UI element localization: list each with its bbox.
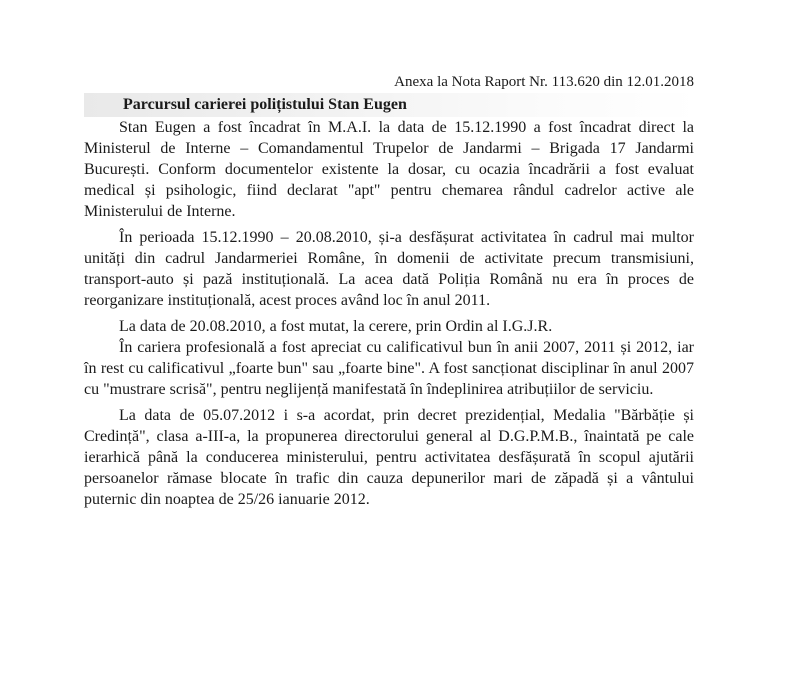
document-reference: Anexa la Nota Raport Nr. 113.620 din 12.01.2018 bbox=[394, 74, 694, 90]
paragraph-evaluations: În cariera profesională a fost apreciat cu calificativul bun în anii 2007, 2011 și 2012, iar în rest cu calificativul „foarte bun" sau „foarte bine". A fost sancționat disciplinar în anul 2007 cu "mustrare scrisă", pentru neglijență manifestată în îndeplinirea atribuțiilor de serviciu. bbox=[84, 339, 694, 398]
document-title: Parcursul carierei polițistului Stan Eugen bbox=[123, 96, 407, 113]
paragraph-transfer: La data de 20.08.2010, a fost mutat, la cerere, prin Ordin al I.G.J.R. bbox=[119, 318, 553, 335]
paragraph-employment: Stan Eugen a fost încadrat în M.A.I. la data de 15.12.1990 a fost încadrat direct la Ministerul de Interne – Comandamentul Trupelor de Jandarmi – Brigada 17 Jandarmi București. Conform documentelor existente la dosar, cu ocazia încadrării a fost evaluat medical și psihologic, fiind declarat "apt" pentru chemarea rândul cadrelor active ale Ministerului de Interne. bbox=[84, 119, 694, 220]
document-body bbox=[84, 117, 694, 515]
paragraph-medal: La data de 05.07.2012 i s-a acordat, prin decret prezidențial, Medalia "Bărbăție și Credință", clasa a-III-a, la propunerea directorului general al D.G.P.M.B., înaintată pe cale ierarhică până la conducerea ministerului, pentru activitatea desfășurată în scopul ajutării persoanelor rămase blocate în trafic din cauza depunerilor mari de zăpadă și a vântului puternic din noaptea de 25/26 ianuarie 2012. bbox=[84, 407, 694, 508]
paragraph-activity-period: În perioada 15.12.1990 – 20.08.2010, și-a desfășurat activitatea în cadrul mai multor unități din cadrul Jandarmeriei Române, în domenii de activitate precum transmisiuni, transport-auto și pază instituțională. La acea dată Poliția Română nu era în proces de reorganizare instituțională, acest proces având loc în anul 2011. bbox=[84, 229, 694, 309]
